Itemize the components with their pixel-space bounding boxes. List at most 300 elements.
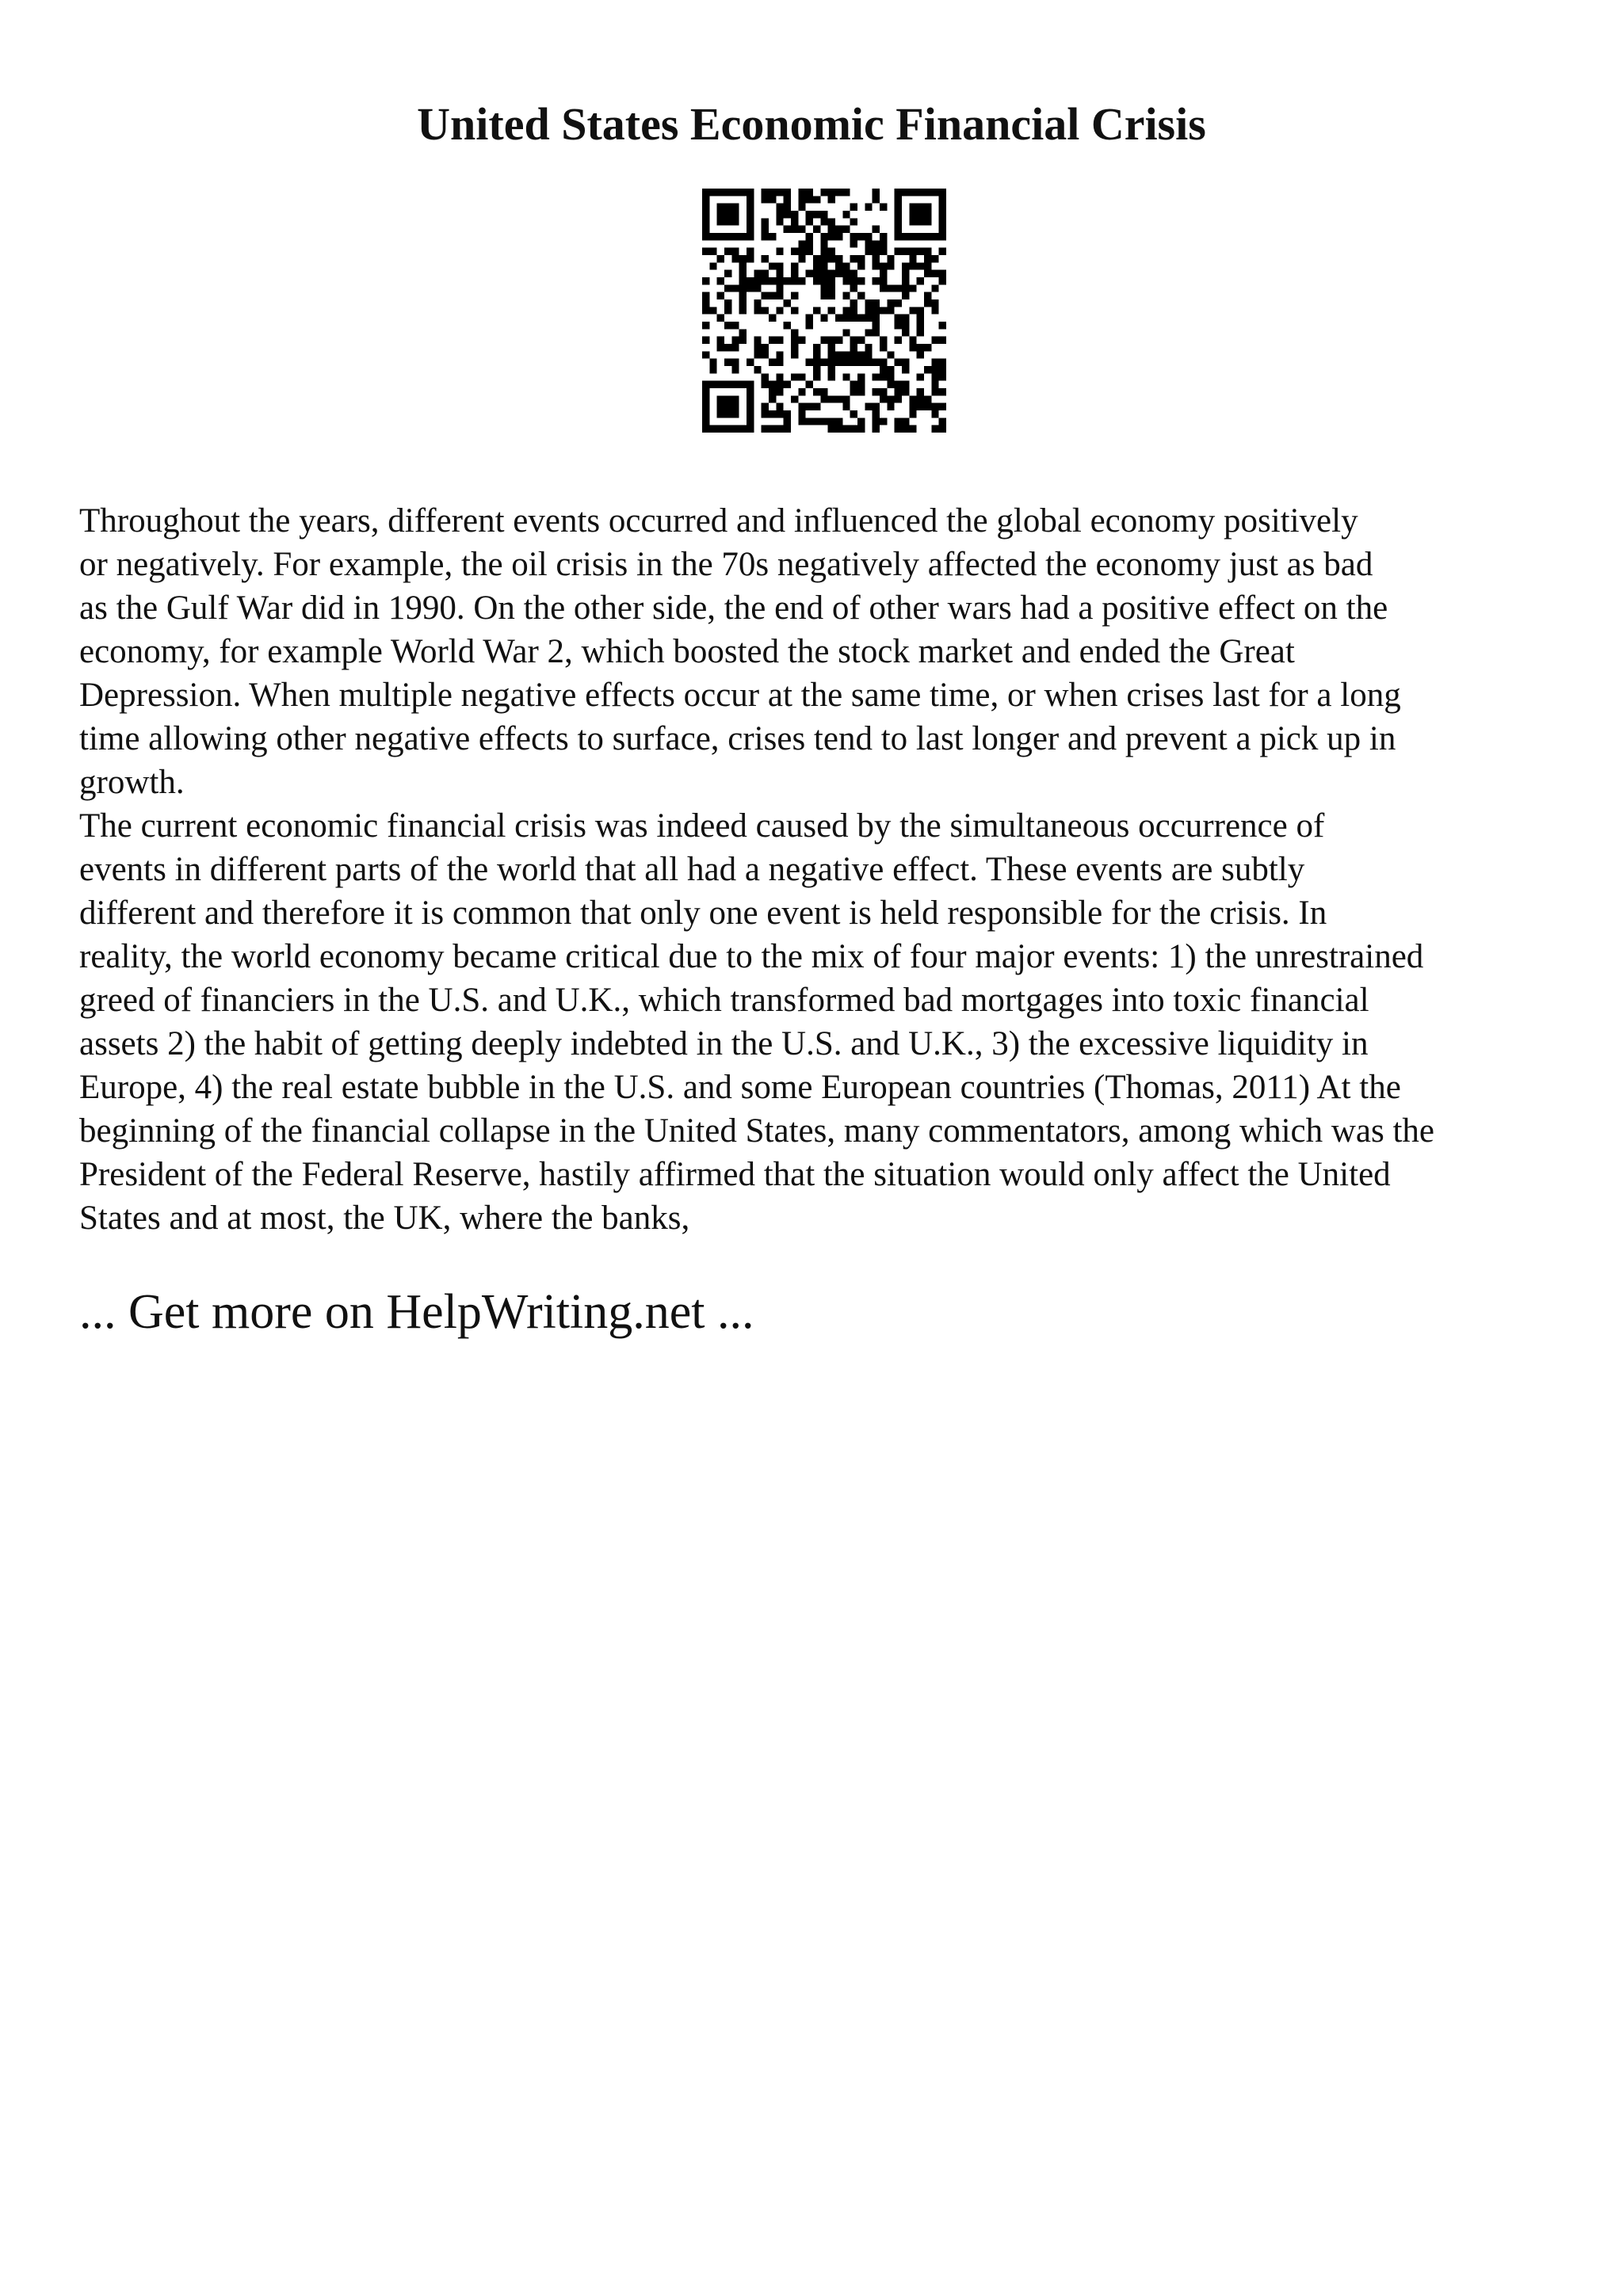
qr-module	[842, 277, 850, 284]
qr-module	[909, 395, 916, 402]
text-line: as the Gulf War did in 1990. On the other side, the end of other wars had a positive effect on the	[79, 589, 1388, 627]
qr-module	[813, 211, 820, 218]
qr-module	[873, 315, 880, 322]
qr-module	[873, 299, 880, 307]
qr-module	[939, 270, 946, 277]
qr-module	[939, 418, 946, 425]
qr-module	[828, 284, 835, 292]
qr-module	[702, 395, 709, 402]
qr-module	[835, 262, 842, 269]
qr-module	[709, 233, 716, 240]
qr-module	[880, 337, 887, 344]
qr-module	[902, 388, 909, 395]
qr-module	[850, 344, 857, 351]
qr-module	[902, 270, 909, 277]
qr-module	[820, 262, 827, 269]
qr-module	[917, 344, 924, 351]
qr-module	[939, 189, 946, 196]
qr-module	[880, 344, 887, 351]
qr-module	[828, 270, 835, 277]
qr-module	[850, 337, 857, 344]
qr-module	[820, 315, 827, 322]
get-more-link[interactable]: ... Get more on HelpWriting.net ...	[79, 1285, 754, 1339]
qr-module	[850, 204, 857, 211]
qr-module	[791, 307, 798, 314]
qr-module	[887, 351, 894, 358]
qr-module	[902, 381, 909, 388]
qr-module	[769, 395, 776, 402]
qr-module	[724, 248, 731, 255]
qr-module	[762, 373, 769, 380]
qr-module	[762, 189, 769, 196]
qr-module	[702, 403, 709, 410]
qr-module	[895, 359, 902, 366]
qr-module	[887, 307, 894, 314]
text-line: beginning of the financial collapse in the United States, many commentators, among which was the	[79, 1112, 1435, 1150]
qr-module	[747, 196, 754, 203]
qr-module	[724, 299, 731, 307]
qr-module	[731, 218, 739, 225]
qr-module	[902, 322, 909, 329]
qr-module	[762, 425, 769, 433]
qr-module	[724, 425, 731, 433]
qr-module	[784, 299, 791, 307]
qr-module	[931, 337, 938, 344]
qr-module	[924, 248, 931, 255]
qr-module	[717, 403, 724, 410]
qr-module	[880, 277, 887, 284]
qr-module	[776, 359, 783, 366]
qr-module	[820, 270, 827, 277]
qr-module	[798, 248, 805, 255]
qr-module	[865, 307, 872, 314]
qr-module	[762, 307, 769, 314]
qr-module	[747, 226, 754, 233]
text-line: growth.	[79, 764, 185, 801]
qr-module	[754, 307, 761, 314]
qr-module	[931, 366, 938, 373]
qr-module	[828, 196, 835, 203]
qr-module	[702, 418, 709, 425]
qr-module	[769, 292, 776, 299]
qr-module	[724, 284, 731, 292]
qr-module	[909, 255, 916, 262]
qr-module	[924, 292, 931, 299]
text-line: different and therefore it is common that only one event is held responsible for the crisis. In	[79, 894, 1327, 932]
qr-module	[902, 233, 909, 240]
qr-module	[739, 262, 747, 269]
qr-module	[850, 307, 857, 314]
qr-module	[813, 344, 820, 351]
qr-module	[747, 204, 754, 211]
qr-module	[857, 292, 865, 299]
qr-module	[813, 307, 820, 314]
qr-module	[813, 373, 820, 380]
qr-module	[717, 410, 724, 418]
qr-module	[865, 315, 872, 322]
qr-module	[702, 204, 709, 211]
qr-module	[702, 233, 709, 240]
qr-module	[880, 284, 887, 292]
qr-module	[709, 248, 716, 255]
qr-module	[717, 381, 724, 388]
qr-module	[739, 270, 747, 277]
text-line: economy, for example World War 2, which boosted the stock market and ended the Great	[79, 633, 1295, 670]
qr-module	[776, 248, 783, 255]
qr-module	[909, 425, 916, 433]
qr-module	[791, 262, 798, 269]
qr-module	[717, 189, 724, 196]
qr-module	[747, 189, 754, 196]
qr-module	[813, 388, 820, 395]
qr-module	[731, 359, 739, 366]
document-title: United States Economic Financial Crisis	[417, 98, 1206, 150]
qr-module	[880, 366, 887, 373]
qr-module	[784, 211, 791, 218]
qr-module	[902, 418, 909, 425]
qr-module	[731, 344, 739, 351]
qr-module	[731, 366, 739, 373]
text-line: States and at most, the UK, where the banks,	[79, 1199, 690, 1237]
qr-module	[924, 255, 931, 262]
qr-module	[769, 196, 776, 203]
qr-module	[820, 388, 827, 395]
qr-module	[850, 359, 857, 366]
qr-module	[939, 425, 946, 433]
qr-module	[791, 248, 798, 255]
qr-module	[828, 344, 835, 351]
qr-module	[828, 292, 835, 299]
qr-module	[813, 403, 820, 410]
qr-module	[724, 307, 731, 314]
qr-module	[865, 240, 872, 247]
qr-module	[909, 337, 916, 344]
qr-module	[909, 233, 916, 240]
qr-module	[902, 284, 909, 292]
qr-module	[909, 403, 916, 410]
qr-module	[895, 226, 902, 233]
qr-module	[776, 351, 783, 358]
qr-module	[762, 351, 769, 358]
qr-module	[873, 359, 880, 366]
qr-module	[806, 359, 813, 366]
qr-module	[739, 292, 747, 299]
qr-module	[873, 255, 880, 262]
qr-module	[724, 395, 731, 402]
qr-module	[828, 226, 835, 233]
qr-module	[931, 359, 938, 366]
qr-module	[850, 388, 857, 395]
qr-module	[702, 211, 709, 218]
qr-module	[873, 322, 880, 329]
qr-module	[842, 307, 850, 314]
qr-module	[806, 403, 813, 410]
qr-module	[873, 240, 880, 247]
qr-module	[865, 299, 872, 307]
qr-module	[724, 410, 731, 418]
qr-module	[909, 410, 916, 418]
qr-module	[917, 262, 924, 269]
qr-module	[880, 395, 887, 402]
qr-module	[731, 284, 739, 292]
qr-module	[754, 344, 761, 351]
qr-module	[887, 381, 894, 388]
qr-module	[776, 381, 783, 388]
qr-module	[724, 218, 731, 225]
qr-module	[754, 351, 761, 358]
qr-module	[806, 196, 813, 203]
qr-module	[842, 189, 850, 196]
qr-module	[857, 262, 865, 269]
qr-module	[717, 315, 724, 322]
qr-module	[747, 359, 754, 366]
qr-module	[842, 351, 850, 358]
qr-module	[828, 425, 835, 433]
qr-module	[873, 189, 880, 196]
qr-module	[776, 403, 783, 410]
qr-module	[902, 189, 909, 196]
qr-module	[895, 233, 902, 240]
qr-module	[739, 381, 747, 388]
qr-module	[806, 270, 813, 277]
qr-module	[828, 248, 835, 255]
qr-module	[873, 329, 880, 336]
qr-module	[769, 277, 776, 284]
qr-module	[857, 373, 865, 380]
qr-module	[776, 337, 783, 344]
qr-module	[813, 366, 820, 373]
qr-module	[791, 277, 798, 284]
qr-module	[813, 226, 820, 233]
qr-module	[813, 277, 820, 284]
qr-module	[865, 344, 872, 351]
qr-module	[909, 204, 916, 211]
qr-module	[731, 248, 739, 255]
qr-module	[902, 262, 909, 269]
qr-module	[887, 366, 894, 373]
qr-module	[806, 233, 813, 240]
qr-module	[717, 425, 724, 433]
qr-module	[835, 189, 842, 196]
qr-module	[931, 388, 938, 395]
qr-module	[717, 337, 724, 344]
qr-module	[850, 255, 857, 262]
qr-module	[835, 359, 842, 366]
qr-module	[731, 189, 739, 196]
qr-module	[842, 329, 850, 336]
qr-module	[880, 270, 887, 277]
qr-module	[806, 218, 813, 225]
qr-module	[887, 255, 894, 262]
qr-module	[880, 233, 887, 240]
qr-module	[828, 255, 835, 262]
qr-module	[747, 388, 754, 395]
qr-module	[931, 373, 938, 380]
qr-module	[835, 337, 842, 344]
qr-module	[939, 211, 946, 218]
paragraph-2	[79, 804, 1553, 1240]
qr-module	[791, 218, 798, 225]
qr-module	[784, 204, 791, 211]
qr-module	[724, 204, 731, 211]
qr-module	[762, 218, 769, 225]
qr-module	[931, 270, 938, 277]
qr-module	[842, 226, 850, 233]
qr-module	[857, 418, 865, 425]
qr-module	[813, 255, 820, 262]
text-line: The current economic financial crisis was indeed caused by the simultaneous occurrence of	[79, 807, 1325, 845]
qr-module	[917, 211, 924, 218]
qr-module	[776, 307, 783, 314]
qr-module	[754, 299, 761, 307]
qr-module	[731, 337, 739, 344]
qr-module	[939, 204, 946, 211]
qr-module	[828, 233, 835, 240]
qr-module	[820, 292, 827, 299]
qr-module	[769, 359, 776, 366]
text-line: greed of financiers in the U.S. and U.K., which transformed bad mortgages into toxic financial	[79, 982, 1369, 1019]
qr-module	[806, 418, 813, 425]
qr-module	[820, 211, 827, 218]
qr-module	[887, 395, 894, 402]
qr-module	[850, 240, 857, 247]
qr-module	[939, 388, 946, 395]
qr-module	[702, 299, 709, 307]
qr-module	[895, 189, 902, 196]
qr-module	[924, 211, 931, 218]
text-line: or negatively. For example, the oil crisis in the 70s negatively affected the economy just as bad	[79, 546, 1373, 583]
qr-module	[842, 292, 850, 299]
qr-module	[895, 381, 902, 388]
text-line: assets 2) the habit of getting deeply indebted in the U.S. and U.K., 3) the excessive liquidity in	[79, 1025, 1369, 1062]
qr-module	[909, 307, 916, 314]
qr-module	[931, 284, 938, 292]
qr-module	[806, 381, 813, 388]
qr-module	[917, 218, 924, 225]
qr-module	[798, 226, 805, 233]
qr-module	[842, 262, 850, 269]
qr-module	[850, 218, 857, 225]
qr-module	[784, 277, 791, 284]
qr-module	[754, 284, 761, 292]
qr-module	[784, 425, 791, 433]
qr-module	[784, 189, 791, 196]
qr-module	[731, 395, 739, 402]
qr-module	[939, 226, 946, 233]
qr-module	[717, 277, 724, 284]
qr-module	[820, 248, 827, 255]
qr-module	[850, 233, 857, 240]
qr-module	[702, 189, 709, 196]
qr-module	[806, 315, 813, 322]
qr-module	[747, 211, 754, 218]
qr-module	[702, 322, 709, 329]
qr-module	[873, 196, 880, 203]
qr-module	[747, 403, 754, 410]
qr-module	[917, 307, 924, 314]
qr-module	[850, 410, 857, 418]
qr-module	[828, 218, 835, 225]
qr-module	[917, 189, 924, 196]
qr-module	[835, 233, 842, 240]
qr-module	[939, 248, 946, 255]
qr-module	[820, 359, 827, 366]
qr-module	[776, 211, 783, 218]
qr-module	[709, 262, 716, 269]
qr-module	[835, 418, 842, 425]
qr-module	[776, 410, 783, 418]
qr-module	[909, 284, 916, 292]
qr-module	[887, 373, 894, 380]
qr-module	[813, 270, 820, 277]
qr-module	[895, 425, 902, 433]
qr-module	[850, 284, 857, 292]
qr-module	[702, 307, 709, 314]
qr-module	[762, 344, 769, 351]
qr-module	[747, 395, 754, 402]
qr-module	[739, 307, 747, 314]
qr-module	[776, 270, 783, 277]
qr-module	[747, 418, 754, 425]
qr-module	[769, 189, 776, 196]
qr-module	[857, 255, 865, 262]
qr-module	[902, 425, 909, 433]
qr-module	[731, 322, 739, 329]
qr-module	[762, 233, 769, 240]
text-line: President of the Federal Reserve, hastily affirmed that the situation would only affect the United	[79, 1156, 1391, 1193]
qr-module	[820, 255, 827, 262]
qr-module	[784, 196, 791, 203]
qr-module	[895, 395, 902, 402]
qr-module	[873, 307, 880, 314]
qr-module	[924, 233, 931, 240]
qr-module	[813, 351, 820, 358]
qr-module	[902, 277, 909, 284]
qr-module	[895, 337, 902, 344]
qr-module	[776, 189, 783, 196]
qr-module	[865, 233, 872, 240]
qr-module	[895, 388, 902, 395]
qr-module	[798, 373, 805, 380]
qr-module	[857, 277, 865, 284]
qr-module	[880, 262, 887, 269]
qr-module	[842, 270, 850, 277]
qr-module	[717, 211, 724, 218]
qr-module	[747, 410, 754, 418]
qr-module	[762, 277, 769, 284]
qr-module	[709, 189, 716, 196]
qr-module	[769, 410, 776, 418]
qr-module	[828, 189, 835, 196]
qr-module	[702, 381, 709, 388]
qr-module	[806, 322, 813, 329]
qr-module	[784, 418, 791, 425]
qr-module	[865, 329, 872, 336]
qr-module	[931, 189, 938, 196]
qr-module	[939, 373, 946, 380]
qr-module	[776, 292, 783, 299]
text-line: Europe, 4) the real estate bubble in the U.S. and some European countries (Thomas, 2011) At the	[79, 1069, 1401, 1106]
qr-module	[924, 204, 931, 211]
qr-module	[724, 233, 731, 240]
qr-module	[842, 403, 850, 410]
qr-module	[939, 322, 946, 329]
qr-module	[939, 403, 946, 410]
qr-module	[924, 189, 931, 196]
qr-module	[806, 248, 813, 255]
qr-module	[820, 233, 827, 240]
qr-module	[717, 255, 724, 262]
